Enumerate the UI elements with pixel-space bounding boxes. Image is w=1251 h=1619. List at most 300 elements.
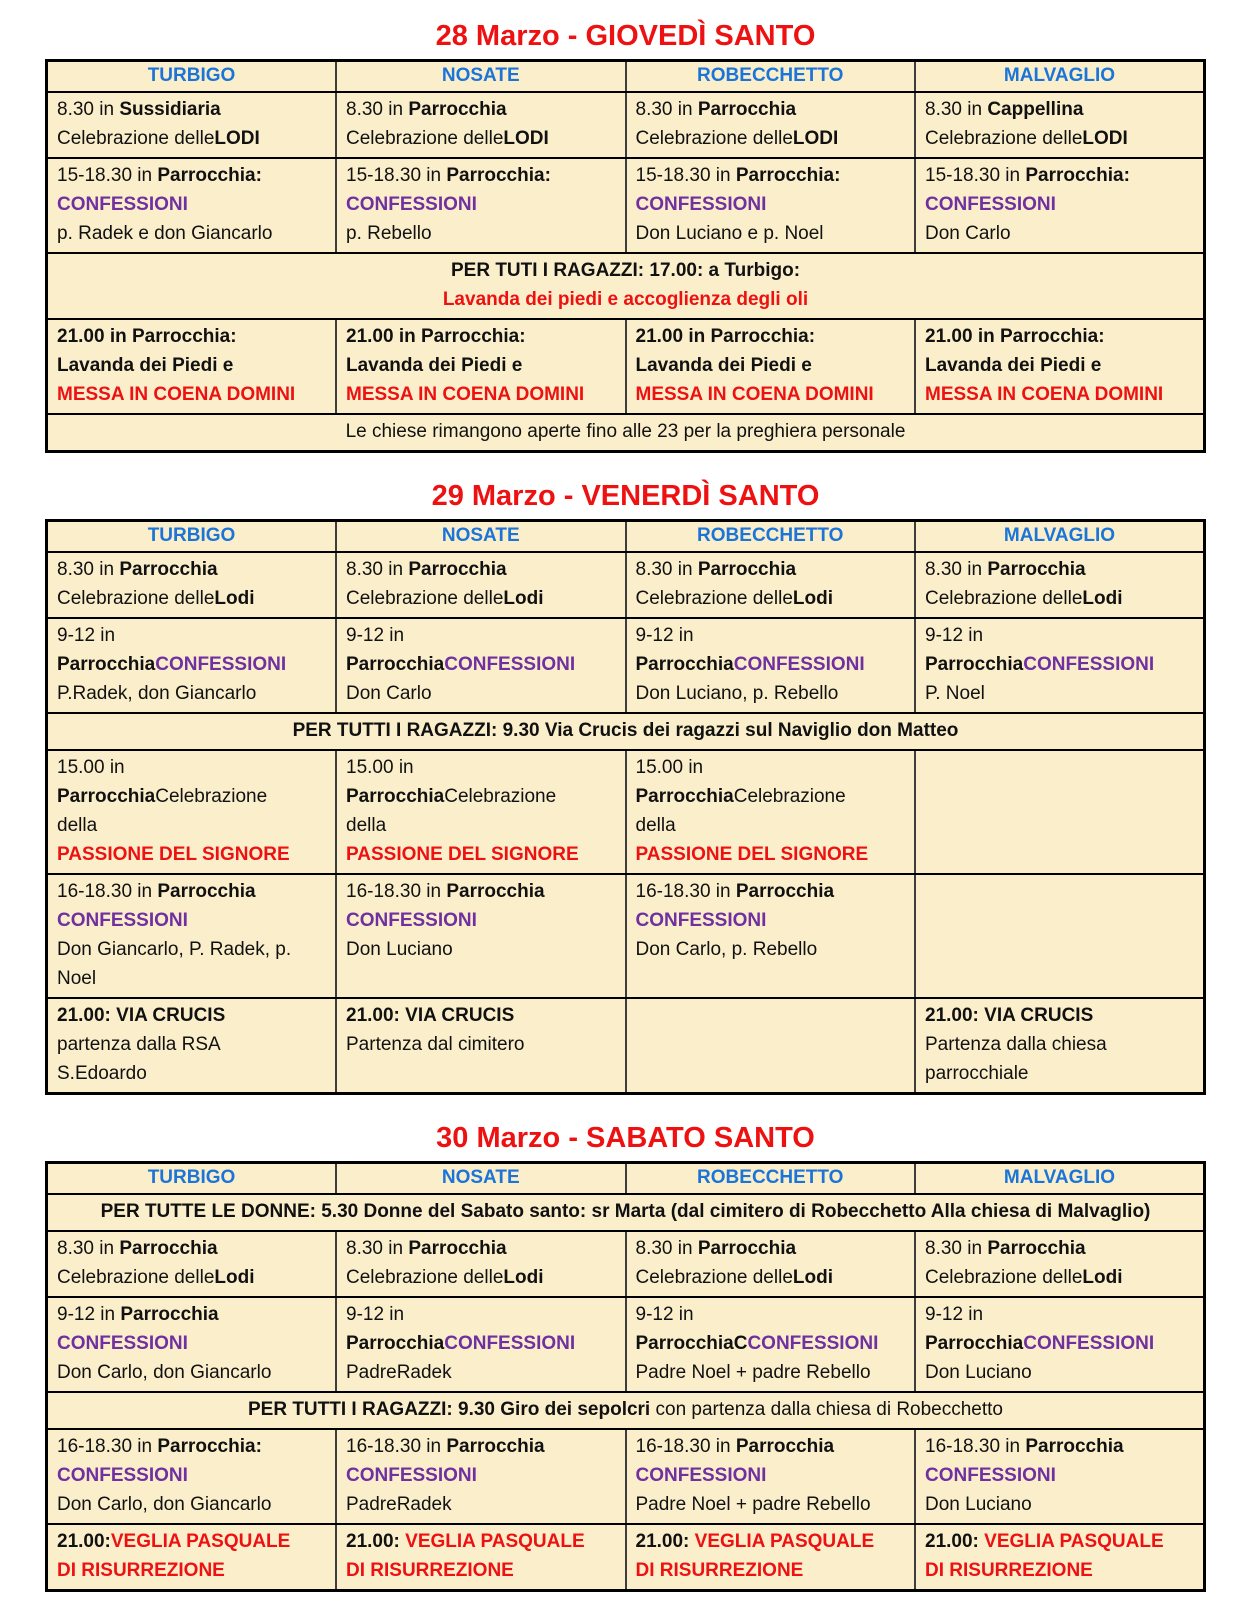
text-span: con partenza dalla chiesa di Robecchetto (650, 1399, 1003, 1420)
day-title-venerdi-santo: 29 Marzo - VENERDÌ SANTO (431, 480, 820, 512)
text-span: LODI (503, 128, 549, 149)
schedule-cell-nosate (336, 319, 626, 414)
text-span: Lodi (214, 1267, 255, 1288)
schedule-cell-robecchetto (626, 1297, 916, 1392)
cell-line (925, 1432, 1195, 1461)
cell-line (636, 351, 907, 380)
cell-line (57, 1490, 327, 1519)
text-span: PASSIONE DEL SIGNORE (57, 844, 290, 865)
text-span: Partenza dal cimitero (346, 1034, 525, 1055)
cell-line (636, 782, 907, 811)
cell-line (636, 124, 907, 153)
cell-line (636, 621, 907, 650)
schedule-table (45, 1161, 1206, 1592)
cell-line (925, 1300, 1195, 1329)
cell-line (925, 219, 1195, 248)
cell-line (925, 161, 1195, 190)
column-header-malvaglio: MALVAGLIO (915, 1163, 1205, 1195)
text-span: Parrocchia (987, 559, 1086, 580)
cell-line (636, 1432, 907, 1461)
text-span: parrocchiale (925, 1063, 1029, 1084)
cell-line (636, 840, 907, 869)
cell-line (346, 621, 617, 650)
cell-line (346, 584, 617, 613)
schedule-cell-nosate (336, 1524, 626, 1591)
text-span: p. Rebello (346, 223, 432, 244)
cell-line (925, 650, 1195, 679)
full-width-cell (47, 1194, 1205, 1231)
text-span: Celebrazione delle (925, 128, 1083, 149)
text-span: Padre Noel + padre Rebello (635, 1494, 871, 1515)
column-header-turbigo: TURBIGO (47, 521, 337, 553)
cell-line (57, 1358, 327, 1387)
text-span: Parrocchia (408, 99, 507, 120)
schedule-cell-nosate (336, 1297, 626, 1392)
cell-line (346, 1030, 617, 1059)
cell-line (57, 1001, 327, 1030)
cell-line (57, 877, 327, 906)
cell-line (346, 811, 617, 840)
text-span: Parrocchia (697, 559, 797, 580)
header-row (47, 521, 1205, 553)
cell-line (346, 782, 617, 811)
day-title-giovedi-santo: 28 Marzo - GIOVEDÌ SANTO (435, 20, 816, 52)
text-span: 8.30 in (925, 99, 988, 120)
cell-line (636, 1490, 907, 1519)
cell-line (925, 1527, 1195, 1556)
cell-line (925, 1263, 1195, 1292)
text-span: Lodi (792, 588, 833, 609)
text-span: Don Luciano (925, 1362, 1032, 1383)
empty-cell (626, 998, 916, 1094)
cell-line (346, 1432, 617, 1461)
row-confessioni-pomeriggio (47, 874, 1205, 998)
text-span: Parrocchia (119, 559, 218, 580)
text-span: Parrocchia (1025, 1436, 1124, 1457)
schedule-table-sabato-santo (45, 1161, 1206, 1592)
text-span: Don Carlo, don Giancarlo (57, 1362, 272, 1383)
text-span: Don Luciano (346, 939, 453, 960)
text-span: 15-18.30 in (635, 165, 736, 186)
text-span: PASSIONE DEL SIGNORE (635, 844, 869, 865)
text-span: 16-18.30 in (346, 1436, 447, 1457)
cell-line (346, 95, 617, 124)
text-span: ParrocchiaC (635, 1333, 748, 1354)
text-span: CONFESSIONI (57, 910, 188, 931)
text-span: Celebrazione delle (57, 128, 215, 149)
text-span: partenza dalla RSA (57, 1034, 221, 1055)
cell-line (57, 1329, 327, 1358)
text-span: Don Luciano, p. Rebello (635, 683, 839, 704)
cell-line (346, 906, 617, 935)
text-span: MESSA IN COENA DOMINI (925, 384, 1164, 405)
text-span: 21.00 in Parrocchia: (346, 326, 526, 347)
schedule-cell-turbigo (47, 92, 337, 158)
column-header-robecchetto: ROBECCHETTO (626, 1163, 916, 1195)
cell-line (925, 584, 1195, 613)
cell-line (346, 380, 617, 409)
text-span: Lodi (792, 1267, 833, 1288)
text-span: 8.30 in (635, 559, 698, 580)
text-span: Partenza dalla chiesa (925, 1034, 1107, 1055)
row-messa-coena-domini (47, 319, 1205, 414)
column-header-robecchetto: ROBECCHETTO (626, 521, 916, 553)
column-header-turbigo: TURBIGO (47, 61, 337, 93)
text-span: Celebrazione (155, 786, 268, 807)
schedule-cell-turbigo (47, 158, 337, 253)
schedule-cell-malvaglio (915, 618, 1205, 713)
row-ragazzi-via-crucis (47, 713, 1205, 750)
schedule-cell-turbigo (47, 750, 337, 874)
cell-line (57, 811, 327, 840)
schedule-cell-nosate (336, 750, 626, 874)
text-span: Parrocchia (57, 786, 156, 807)
text-span: CONFESSIONI (635, 910, 767, 931)
text-span: LODI (1082, 128, 1128, 149)
text-span: Parrocchia (346, 1333, 445, 1354)
cell-line (57, 1527, 327, 1556)
cell-line (346, 555, 617, 584)
cell-line (57, 124, 327, 153)
text-span: VEGLIA PASQUALE (405, 1531, 585, 1552)
text-span: 21.00: (925, 1531, 985, 1552)
schedule-cell-malvaglio (915, 552, 1205, 618)
text-span: MESSA IN COENA DOMINI (57, 384, 296, 405)
cell-line (636, 190, 907, 219)
schedule-cell-nosate (336, 618, 626, 713)
text-span: Parrocchia (446, 881, 545, 902)
row-confessioni-pomeriggio (47, 158, 1205, 253)
text-span: CONFESSIONI (155, 654, 287, 675)
text-span: Celebrazione delle (635, 588, 793, 609)
cell-line (636, 555, 907, 584)
cell-line (52, 1395, 1199, 1424)
cell-line (346, 190, 617, 219)
text-span: CONFESSIONI (346, 1465, 477, 1486)
text-span: VEGLIA PASQUALE (984, 1531, 1164, 1552)
text-span: CONFESSIONI (925, 1465, 1056, 1486)
cell-line (346, 1300, 617, 1329)
schedule-table-giovedi-santo (45, 59, 1206, 453)
text-span: Lavanda dei Piedi e (346, 355, 523, 376)
text-span: MESSA IN COENA DOMINI (346, 384, 585, 405)
cell-line (636, 584, 907, 613)
text-span: Le chiese rimangono aperte fino alle 23 per la preghiera personale (345, 421, 906, 442)
schedule-cell-malvaglio (915, 1524, 1205, 1591)
text-span: 8.30 in (635, 1238, 698, 1259)
text-span: Parrocchia (697, 1238, 797, 1259)
text-span: 15.00 in (346, 757, 414, 778)
text-span: Parrocchia (346, 786, 445, 807)
text-span: Don Carlo, don Giancarlo (57, 1494, 272, 1515)
text-span: S.Edoardo (57, 1063, 147, 1084)
empty-cell (915, 874, 1205, 998)
text-span: Parrocchia (408, 1238, 507, 1259)
text-span: Parrocchia (57, 654, 156, 675)
text-span: PER TUTTI I RAGAZZI: 9.30 Giro dei sepolcri (247, 1399, 651, 1420)
text-span: LODI (792, 128, 839, 149)
text-span: P.Radek, don Giancarlo (57, 683, 257, 704)
cell-line (636, 1263, 907, 1292)
cell-line (636, 1329, 907, 1358)
row-ragazzi-turbigo (47, 253, 1205, 319)
text-span: 9-12 in (635, 1304, 694, 1325)
cell-line (925, 380, 1195, 409)
text-span: 9-12 in (346, 1304, 405, 1325)
text-span: Lavanda dei Piedi e (57, 355, 234, 376)
text-span: 8.30 in (346, 99, 409, 120)
text-span: 8.30 in (925, 1238, 988, 1259)
text-span: 8.30 in (635, 99, 698, 120)
schedule-cell-robecchetto (626, 319, 916, 414)
text-span: Celebrazione delle (57, 588, 215, 609)
cell-line (57, 650, 327, 679)
text-span: Celebrazione (444, 786, 557, 807)
cell-line (636, 322, 907, 351)
schedule-table (45, 59, 1206, 453)
text-span: Parrocchia (925, 654, 1024, 675)
text-span: Cappellina (987, 99, 1084, 120)
schedule-cell-malvaglio (915, 1429, 1205, 1524)
text-span: 8.30 in (57, 559, 120, 580)
schedule-table-venerdi-santo (45, 519, 1206, 1095)
cell-line (925, 1059, 1195, 1088)
text-span: 8.30 in (57, 1238, 120, 1259)
cell-line (57, 1432, 327, 1461)
cell-line (636, 935, 907, 964)
cell-line (925, 621, 1195, 650)
schedule-table (45, 519, 1206, 1095)
text-span: Parrocchia (119, 1238, 218, 1259)
cell-line (52, 417, 1199, 446)
text-span: Parrocchia (635, 786, 734, 807)
cell-line (57, 753, 327, 782)
cell-line (57, 1263, 327, 1292)
cell-line (57, 219, 327, 248)
text-span: 9-12 in (57, 1304, 121, 1325)
cell-line (346, 322, 617, 351)
text-span: 16-18.30 in (346, 881, 447, 902)
text-span: Celebrazione delle (635, 128, 793, 149)
text-span: 15-18.30 in (57, 165, 158, 186)
text-span: 21.00 in Parrocchia: (635, 326, 816, 347)
text-span: p. Radek e don Giancarlo (57, 223, 273, 244)
row-lodi (47, 92, 1205, 158)
cell-line (925, 351, 1195, 380)
cell-line (57, 840, 327, 869)
full-width-cell (47, 1392, 1205, 1429)
schedule-cell-nosate (336, 874, 626, 998)
cell-line (57, 1461, 327, 1490)
text-span: Lavanda dei Piedi e (635, 355, 812, 376)
cell-line (346, 219, 617, 248)
section-giovedi-santo (0, 20, 1251, 453)
schedule-cell-robecchetto (626, 92, 916, 158)
text-span: CONFESSIONI (57, 1465, 188, 1486)
text-span: della (635, 815, 676, 836)
cell-line (636, 1556, 907, 1585)
text-span: Parrocchia (446, 1436, 545, 1457)
cell-line (636, 877, 907, 906)
cell-line (346, 1527, 617, 1556)
text-span: Parrocchia (346, 654, 445, 675)
schedule-cell-turbigo (47, 1524, 337, 1591)
row-donne-sabato-santo (47, 1194, 1205, 1231)
text-span: Parrocchia (735, 1436, 835, 1457)
text-span: Lavanda dei Piedi e (925, 355, 1102, 376)
text-span: CONFESSIONI (57, 194, 188, 215)
schedule-cell-robecchetto (626, 874, 916, 998)
cell-line (636, 380, 907, 409)
text-span: della (346, 815, 387, 836)
text-span: 16-18.30 in (57, 1436, 158, 1457)
cell-line (636, 1461, 907, 1490)
cell-line (57, 190, 327, 219)
schedule-cell-robecchetto (626, 1524, 916, 1591)
cell-line (57, 1234, 327, 1263)
text-span: CONFESSIONI (635, 194, 767, 215)
cell-line (57, 380, 327, 409)
schedule-cell-turbigo (47, 1429, 337, 1524)
text-span: P. Noel (925, 683, 985, 704)
cell-line (52, 1197, 1199, 1226)
text-span: Don Carlo (925, 223, 1011, 244)
text-span: CONFESSIONI (733, 654, 865, 675)
column-header-malvaglio: MALVAGLIO (915, 61, 1205, 93)
text-span: Parrocchia: (1025, 165, 1130, 186)
empty-cell (915, 750, 1205, 874)
cell-line (346, 650, 617, 679)
text-span: DI RISURREZIONE (346, 1560, 514, 1581)
cell-line (346, 1556, 617, 1585)
text-span: DI RISURREZIONE (925, 1560, 1093, 1581)
cell-line (346, 1358, 617, 1387)
cell-line (346, 840, 617, 869)
text-span: Lavanda dei piedi e accoglienza degli oli (442, 289, 809, 310)
cell-line (346, 877, 617, 906)
text-span: Don Giancarlo, P. Radek, p. Noel (57, 939, 292, 989)
row-confessioni-pomeriggio (47, 1429, 1205, 1524)
text-span: Parrocchia (925, 1333, 1024, 1354)
column-header-robecchetto: ROBECCHETTO (626, 61, 916, 93)
text-span: 16-18.30 in (635, 1436, 736, 1457)
schedule-cell-nosate (336, 998, 626, 1094)
cell-line (57, 322, 327, 351)
text-span: CONFESSIONI (346, 194, 477, 215)
cell-line (636, 1358, 907, 1387)
schedule-cell-turbigo (47, 1231, 337, 1297)
schedule-cell-turbigo (47, 1297, 337, 1392)
text-span: VEGLIA PASQUALE (110, 1531, 291, 1552)
row-ragazzi-giro-sepolcri (47, 1392, 1205, 1429)
cell-line (636, 219, 907, 248)
text-span: Celebrazione delle (635, 1267, 793, 1288)
text-span: Don Luciano e p. Noel (635, 223, 824, 244)
cell-line (57, 935, 327, 993)
cell-line (636, 753, 907, 782)
row-veglia-pasquale (47, 1524, 1205, 1591)
cell-line (346, 1329, 617, 1358)
text-span: MESSA IN COENA DOMINI (635, 384, 874, 405)
text-span: Lodi (1082, 588, 1123, 609)
cell-line (346, 1490, 617, 1519)
cell-line (346, 679, 617, 708)
text-span: Lodi (503, 1267, 544, 1288)
cell-line (925, 679, 1195, 708)
day-title-sabato-santo: 30 Marzo - SABATO SANTO (436, 1122, 815, 1154)
cell-line (57, 1059, 327, 1088)
text-span: CONFESSIONI (1023, 1333, 1155, 1354)
cell-line (636, 1234, 907, 1263)
text-span: Parrocchia: (446, 165, 551, 186)
text-span: 16-18.30 in (57, 881, 158, 902)
cell-line (346, 935, 617, 964)
schedule-cell-turbigo (47, 618, 337, 713)
text-span: PadreRadek (346, 1494, 452, 1515)
schedule-cell-malvaglio (915, 1231, 1205, 1297)
text-span: LODI (214, 128, 260, 149)
text-span: 9-12 in (925, 625, 984, 646)
row-lodi (47, 1231, 1205, 1297)
text-span: della (57, 815, 98, 836)
column-header-nosate: NOSATE (336, 61, 626, 93)
text-span: Parrocchia: (157, 165, 262, 186)
text-span: Celebrazione delle (925, 588, 1083, 609)
column-header-turbigo: TURBIGO (47, 1163, 337, 1195)
schedule-cell-malvaglio (915, 319, 1205, 414)
column-header-nosate: NOSATE (336, 521, 626, 553)
section-sabato-santo (0, 1122, 1251, 1592)
text-span: Celebrazione delle (346, 1267, 504, 1288)
text-span: CONFESSIONI (57, 1333, 188, 1354)
schedule-cell-malvaglio (915, 998, 1205, 1094)
full-width-cell (47, 253, 1205, 319)
text-span: CONFESSIONI (1023, 654, 1155, 675)
text-span: VEGLIA PASQUALE (694, 1531, 875, 1552)
section-venerdi-santo (0, 480, 1251, 1095)
full-width-cell (47, 414, 1205, 452)
text-span: PASSIONE DEL SIGNORE (346, 844, 579, 865)
column-header-malvaglio: MALVAGLIO (915, 521, 1205, 553)
cell-line (346, 1001, 617, 1030)
text-span: 8.30 in (346, 559, 409, 580)
text-span: 8.30 in (925, 559, 988, 580)
text-span: PER TUTTE LE DONNE: 5.30 Donne del Sabato santo: sr Marta (dal cimitero di Robecchetto Alla chiesa di Malvaglio) (100, 1201, 1151, 1222)
schedule-cell-nosate (336, 1429, 626, 1524)
cell-line (636, 161, 907, 190)
text-span: 9-12 in (346, 625, 405, 646)
schedule-cell-nosate (336, 158, 626, 253)
text-span: 16-18.30 in (635, 881, 736, 902)
cell-line (925, 1001, 1195, 1030)
cell-line (57, 782, 327, 811)
cell-line (346, 1461, 617, 1490)
cell-line (925, 1030, 1195, 1059)
cell-line (57, 351, 327, 380)
text-span: 21.00: VIA CRUCIS (925, 1005, 1094, 1026)
cell-line (57, 1300, 327, 1329)
cell-line (57, 555, 327, 584)
cell-line (925, 322, 1195, 351)
text-span: Don Carlo, p. Rebello (635, 939, 818, 960)
cell-line (57, 584, 327, 613)
cell-line (52, 716, 1199, 745)
row-confessioni-mattina (47, 618, 1205, 713)
text-span: 15-18.30 in (925, 165, 1026, 186)
text-span: Lodi (214, 588, 255, 609)
text-span: Don Luciano (925, 1494, 1032, 1515)
header-row (47, 1163, 1205, 1195)
